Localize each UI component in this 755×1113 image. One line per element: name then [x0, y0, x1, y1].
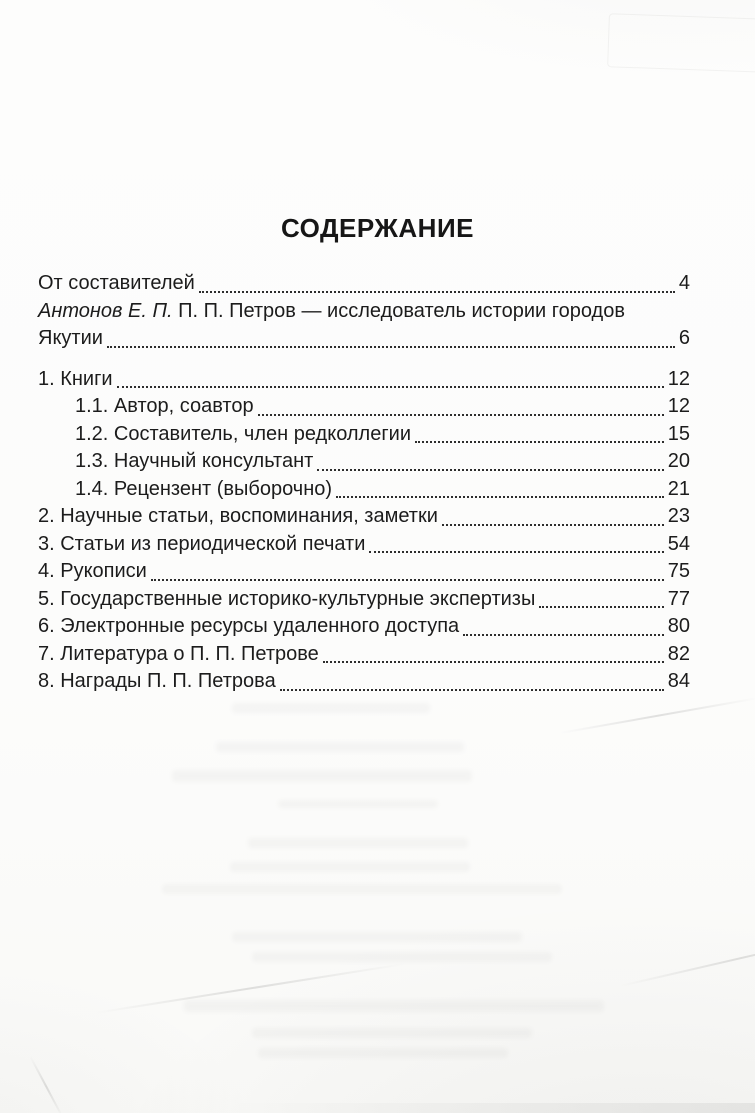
dot-leader — [280, 689, 664, 691]
toc-entry-label: 8. Награды П. П. Петрова — [38, 670, 276, 692]
dot-leader — [199, 291, 675, 293]
scan-edge-shadow — [0, 1103, 755, 1113]
toc-entry — [38, 366, 690, 394]
toc-entry-page-number: 77 — [667, 587, 690, 610]
toc-entry-label: 5. Государственные историко-культурные экспертизы — [38, 587, 536, 610]
toc-entry-page-number: 4 — [678, 272, 690, 294]
toc-entry-page-number: 21 — [667, 477, 690, 500]
showthrough-smudge — [278, 800, 438, 808]
toc-entry — [38, 503, 690, 531]
crease-line — [95, 963, 406, 1014]
toc-entry — [38, 558, 690, 586]
showthrough-smudge — [232, 703, 430, 713]
toc-entry-page-number: 75 — [667, 560, 690, 582]
toc-entry-page-number: 6 — [678, 327, 690, 349]
toc-entry-text: П. П. Петров — исследователь истории городов — [172, 299, 625, 322]
toc-entry-label: 7. Литература о П. П. Петрове — [38, 642, 319, 665]
toc-entry-page-number: 54 — [667, 532, 690, 555]
toc-entry — [38, 393, 690, 421]
dot-leader — [107, 346, 675, 348]
toc-entry — [38, 668, 690, 696]
crease-line — [29, 1056, 64, 1113]
toc-entry — [38, 421, 690, 449]
toc-entry-label: 1.4. Рецензент (выборочно) — [75, 477, 333, 500]
toc-entry-label: 1. Книги — [38, 367, 113, 390]
dot-leader — [117, 386, 664, 388]
crease-line — [560, 697, 755, 734]
toc-entry-label: 1.3. Научный консультант — [75, 450, 314, 472]
toc-entry-page-number: 20 — [667, 450, 690, 472]
crease-line — [620, 929, 755, 987]
showthrough-smudge — [252, 952, 552, 962]
toc-entry-page-number: 80 — [667, 615, 690, 637]
dot-leader — [369, 551, 663, 553]
toc-entry-page-number: 23 — [667, 505, 690, 527]
toc-entry-label: Якутии — [38, 327, 103, 349]
toc-list — [0, 270, 755, 696]
dot-leader — [317, 469, 663, 471]
toc-entry-label: 1.1. Автор, соавтор — [75, 395, 254, 417]
dot-leader — [258, 414, 664, 416]
toc-entry-author: Антонов Е. П. — [38, 299, 173, 322]
showthrough-smudge — [216, 742, 464, 752]
showthrough-smudge — [252, 1028, 532, 1038]
toc-entry — [38, 586, 690, 614]
toc-entry-page-number: 82 — [667, 642, 690, 665]
dot-leader — [323, 661, 664, 663]
showthrough-smudge — [172, 770, 472, 782]
showthrough-smudge — [258, 1048, 508, 1058]
toc-entry — [38, 270, 690, 298]
toc-entry-label: От составителей — [38, 272, 195, 294]
toc-entry-label: 2. Научные статьи, воспоминания, заметки — [38, 505, 438, 527]
toc-entry-label: 3. Статьи из периодической печати — [38, 532, 366, 555]
dot-leader — [539, 606, 663, 608]
dot-leader — [463, 634, 664, 636]
dot-leader — [442, 524, 664, 526]
toc-entry-label: 4. Рукописи — [38, 560, 147, 582]
toc-entry — [38, 325, 690, 353]
showthrough-smudge — [248, 838, 468, 848]
toc-entry — [38, 298, 690, 326]
showthrough-smudge — [162, 884, 562, 894]
toc-entry-page-number: 12 — [667, 395, 690, 417]
showthrough-smudge — [230, 862, 470, 872]
toc-entry — [38, 531, 690, 559]
toc-entry — [38, 448, 690, 476]
toc-entry-label — [38, 298, 625, 326]
showthrough-smudge — [232, 932, 522, 942]
dot-leader — [336, 496, 664, 498]
page-title: СОДЕРЖАНИЕ — [281, 213, 474, 243]
toc-entry-page-number: 15 — [667, 422, 690, 445]
dot-leader — [415, 441, 664, 443]
showthrough-smudge — [184, 1000, 604, 1012]
toc-entry — [38, 476, 690, 504]
toc-entry-page-number: 84 — [667, 670, 690, 692]
toc-entry-label: 1.2. Составитель, член редколлегии — [75, 422, 411, 445]
toc-entry — [38, 613, 690, 641]
dot-leader — [151, 579, 664, 581]
toc-entry-page-number: 12 — [667, 367, 690, 390]
toc-entry-label: 6. Электронные ресурсы удаленного доступа — [38, 615, 460, 637]
toc-entry — [38, 641, 690, 669]
